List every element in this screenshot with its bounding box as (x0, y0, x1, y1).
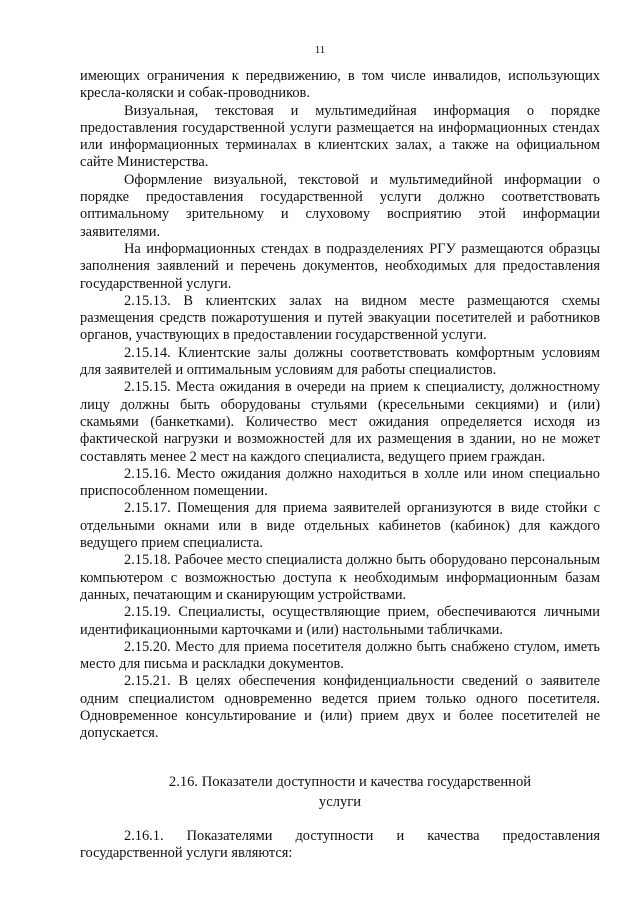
document-body (80, 68, 600, 862)
paragraph: 2.15.15. Места ожидания в очереди на прием к специалисту, должностному лицу должны быть оборудованы стульями (кресельными секциями) и (или) скамьями (банкетками). Количество мест ожидания определяется исходя из фактической нагрузки и возможностей для их размещения в здании, но не может составлять менее 2 мест на каждого специалиста, ведущего прием граждан. (80, 379, 600, 465)
paragraph: Оформление визуальной, текстовой и мультимедийной информации о порядке предоставления государственной услуги должно соответствовать оптимальному зрительному и слуховому восприятию этой информации заявителями. (80, 171, 600, 240)
section-heading (80, 772, 600, 812)
paragraph: 2.16.1. Показателями доступности и качества предоставления государственной услуги являются: (80, 827, 600, 861)
paragraph: 2.15.14. Клиентские залы должны соответствовать комфортным условиям для заявителей и оптимальным условиям для работы специалистов. (80, 344, 600, 379)
paragraph: 2.15.21. В целях обеспечения конфиденциальности сведений о заявителе одним специалистом одновременно ведется прием только одного посетителя. Одновременное консультирование и (или) прием двух и более посетителей не допускается. (80, 673, 600, 742)
paragraph: Визуальная, текстовая и мультимедийная информация о порядке предоставления государственной услуги размещается на информационных стендах или информационных терминалах в клиентских залах, а также на официальном сайте Министерства. (80, 102, 600, 171)
paragraph: 2.15.17. Помещения для приема заявителей организуются в виде стойки с отдельными окнами или в виде отдельных кабинетов (кабинок) для каждого ведущего прием специалиста. (80, 500, 600, 552)
section-heading-line-1: 2.16. Показатели доступности и качества государственной (168, 773, 532, 790)
paragraph: 2.15.20. Место для приема посетителя должно быть снабжено стулом, иметь место для письма и раскладки документов. (80, 638, 600, 673)
paragraph: 2.15.16. Место ожидания должно находиться в холле или ином специально приспособленном помещении. (80, 465, 600, 500)
paragraph: имеющих ограничения к передвижению, в том числе инвалидов, использующих кресла-коляски и собак-проводников. (80, 68, 600, 102)
paragraph: 2.15.19. Специалисты, осуществляющие прием, обеспечиваются личными идентификационными карточками и (или) настольными табличками. (80, 604, 600, 638)
paragraph: 2.15.13. В клиентских залах на видном месте размещаются схемы размещения средств пожаротушения и путей эвакуации посетителей и работников органов, участвующих в предоставлении государственной услуги. (80, 292, 600, 344)
paragraph: 2.15.18. Рабочее место специалиста должно быть оборудовано персональным компьютером с возможностью доступа к необходимым информационным базам данных, печатающим и сканирующим устройствами. (80, 552, 600, 603)
paragraph: На информационных стендах в подразделениях РГУ размещаются образцы заполнения заявлений и перечень документов, необходимых для предоставления государственной услуги. (80, 240, 600, 292)
section-heading-line-2: услуги (318, 793, 362, 810)
page-number: 11 (314, 44, 326, 56)
